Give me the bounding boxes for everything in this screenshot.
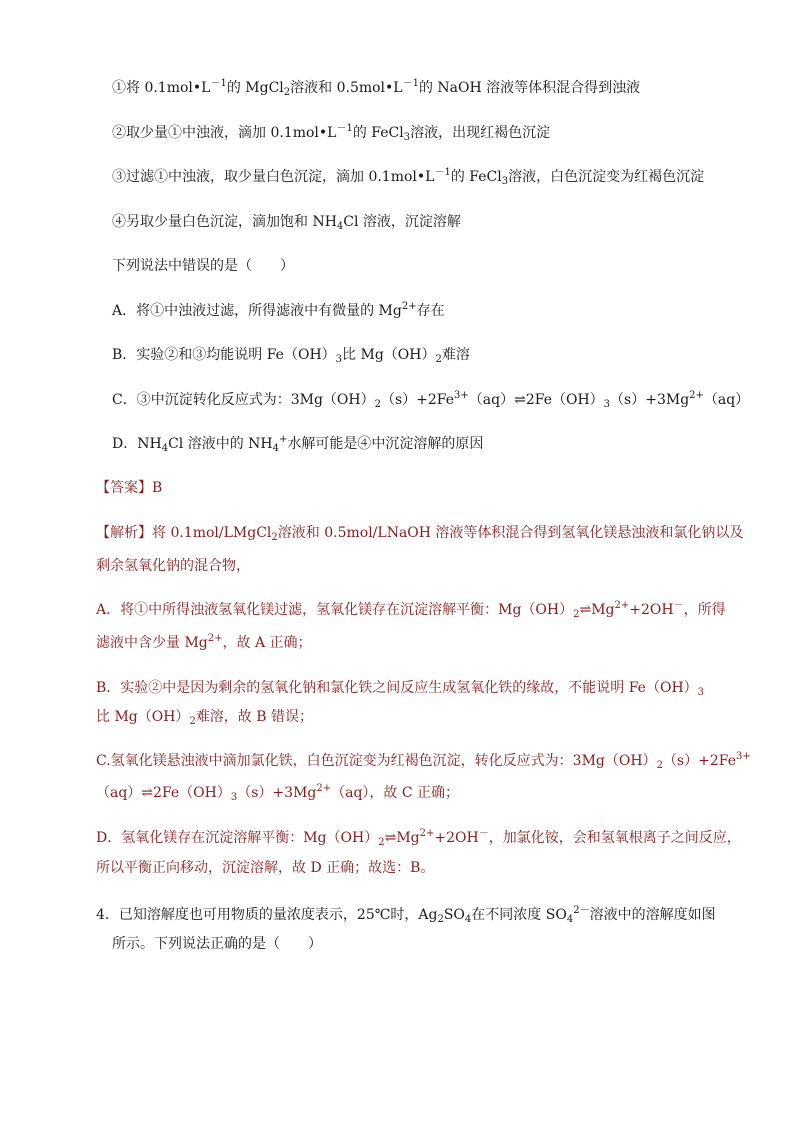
analysis-a-line-2: 滤液中含少量 $Mg^{2+}$，故 A 正确； (96, 633, 312, 651)
option-c: C．③中沉淀转化反应式为：$3Mg(OH)_2(s)+2Fe^{3+}(aq)\rightleftharpoons 2Fe(OH)_3(s)+3Mg^{2+}(aq)$ (112, 390, 750, 410)
step-3: ③过滤①中浊液，取少量白色沉淀，滴加 $0.1mol•L^{-1}$的 FeCl$_3$溶液，白色沉淀变为红褐色沉淀 (112, 167, 705, 187)
step-1: ①将 $0.1mol•L^{-1}$的 MgCl$_2$溶液和 $0.5mol•L^{-1}$的 NaOH 溶液等体积混合得到浊液 (112, 78, 641, 98)
analysis-b-line-1: B．实验②中是因为剩余的氢氧化钠和氯化铁之间反应生成氢氧化铁的缘故，不能说明 $Fe(OH)_3$ (96, 680, 705, 698)
option-d: D．$NH_4Cl$ 溶液中的 $NH_4^+$水解可能是④中沉淀溶解的原因 (112, 434, 484, 454)
analysis-d-line-2: 所以平衡正向移动，沉淀溶解，故 D 正确；故选：B。 (96, 860, 435, 876)
option-b: B．实验②和③均能说明 $Fe(OH)_3$比 $Mg(OH)_2$难溶 (112, 347, 470, 365)
analysis-d-line-1: D．氢氧化镁存在沉淀溶解平衡：$Mg(OH)_2\rightleftharpoons Mg^{2+}+2OH^-$，加氯化铵，会和氢氧根离子之间反应， (96, 828, 741, 848)
question-prompt: 下列说法中错误的是（ ） (112, 258, 294, 274)
step-4: ④另取少量白色沉淀，滴加饱和 $NH_4Cl$ 溶液，沉淀溶解 (112, 214, 461, 232)
answer-label: 【答案】B (96, 480, 163, 496)
analysis-line-1: 【解析】将 0.1mol/LMgCl$_2$溶液和 0.5mol/LNaOH 溶液等体积混合得到氢氧化镁悬浊液和氯化钠以及 (96, 525, 744, 543)
analysis-a-line-1: A．将①中所得浊液氢氧化镁过滤，氢氧化镁存在沉淀溶解平衡：$Mg(OH)_2\rightleftharpoons Mg^{2+}+2OH^-$，所得 (96, 600, 726, 620)
analysis-c-line-1: C.氢氧化镁悬浊液中滴加氯化铁，白色沉淀变为红褐色沉淀，转化反应式为：$3Mg(OH)_2(s)+2Fe^{3+}$ (96, 751, 751, 771)
question-4-line-1: 4．已知溶解度也可用物质的量浓度表示，25℃时，$Ag_2SO_4$在不同浓度 $SO_4^{2-}$溶液中的溶解度如图 (96, 905, 716, 925)
analysis-c-line-2: $(aq)\rightleftharpoons 2Fe(OH)_3(s)+3Mg^{2+}(aq)$，故 C 正确； (96, 783, 460, 803)
step-2: ②取少量①中浊液，滴加 $0.1mol•L^{-1}$的 FeCl$_3$溶液，出现红褐色沉淀 (112, 123, 551, 143)
question-4-line-2: 所示。下列说法正确的是（ ） (112, 936, 322, 952)
analysis-line-2: 剩余氢氧化钠的混合物， (96, 558, 250, 574)
analysis-b-line-2: 比 $Mg(OH)_2$难溶，故 B 错误； (96, 709, 314, 727)
option-a: A．将①中浊液过滤，所得滤液中有微量的 $Mg^{2+}$存在 (112, 301, 445, 319)
